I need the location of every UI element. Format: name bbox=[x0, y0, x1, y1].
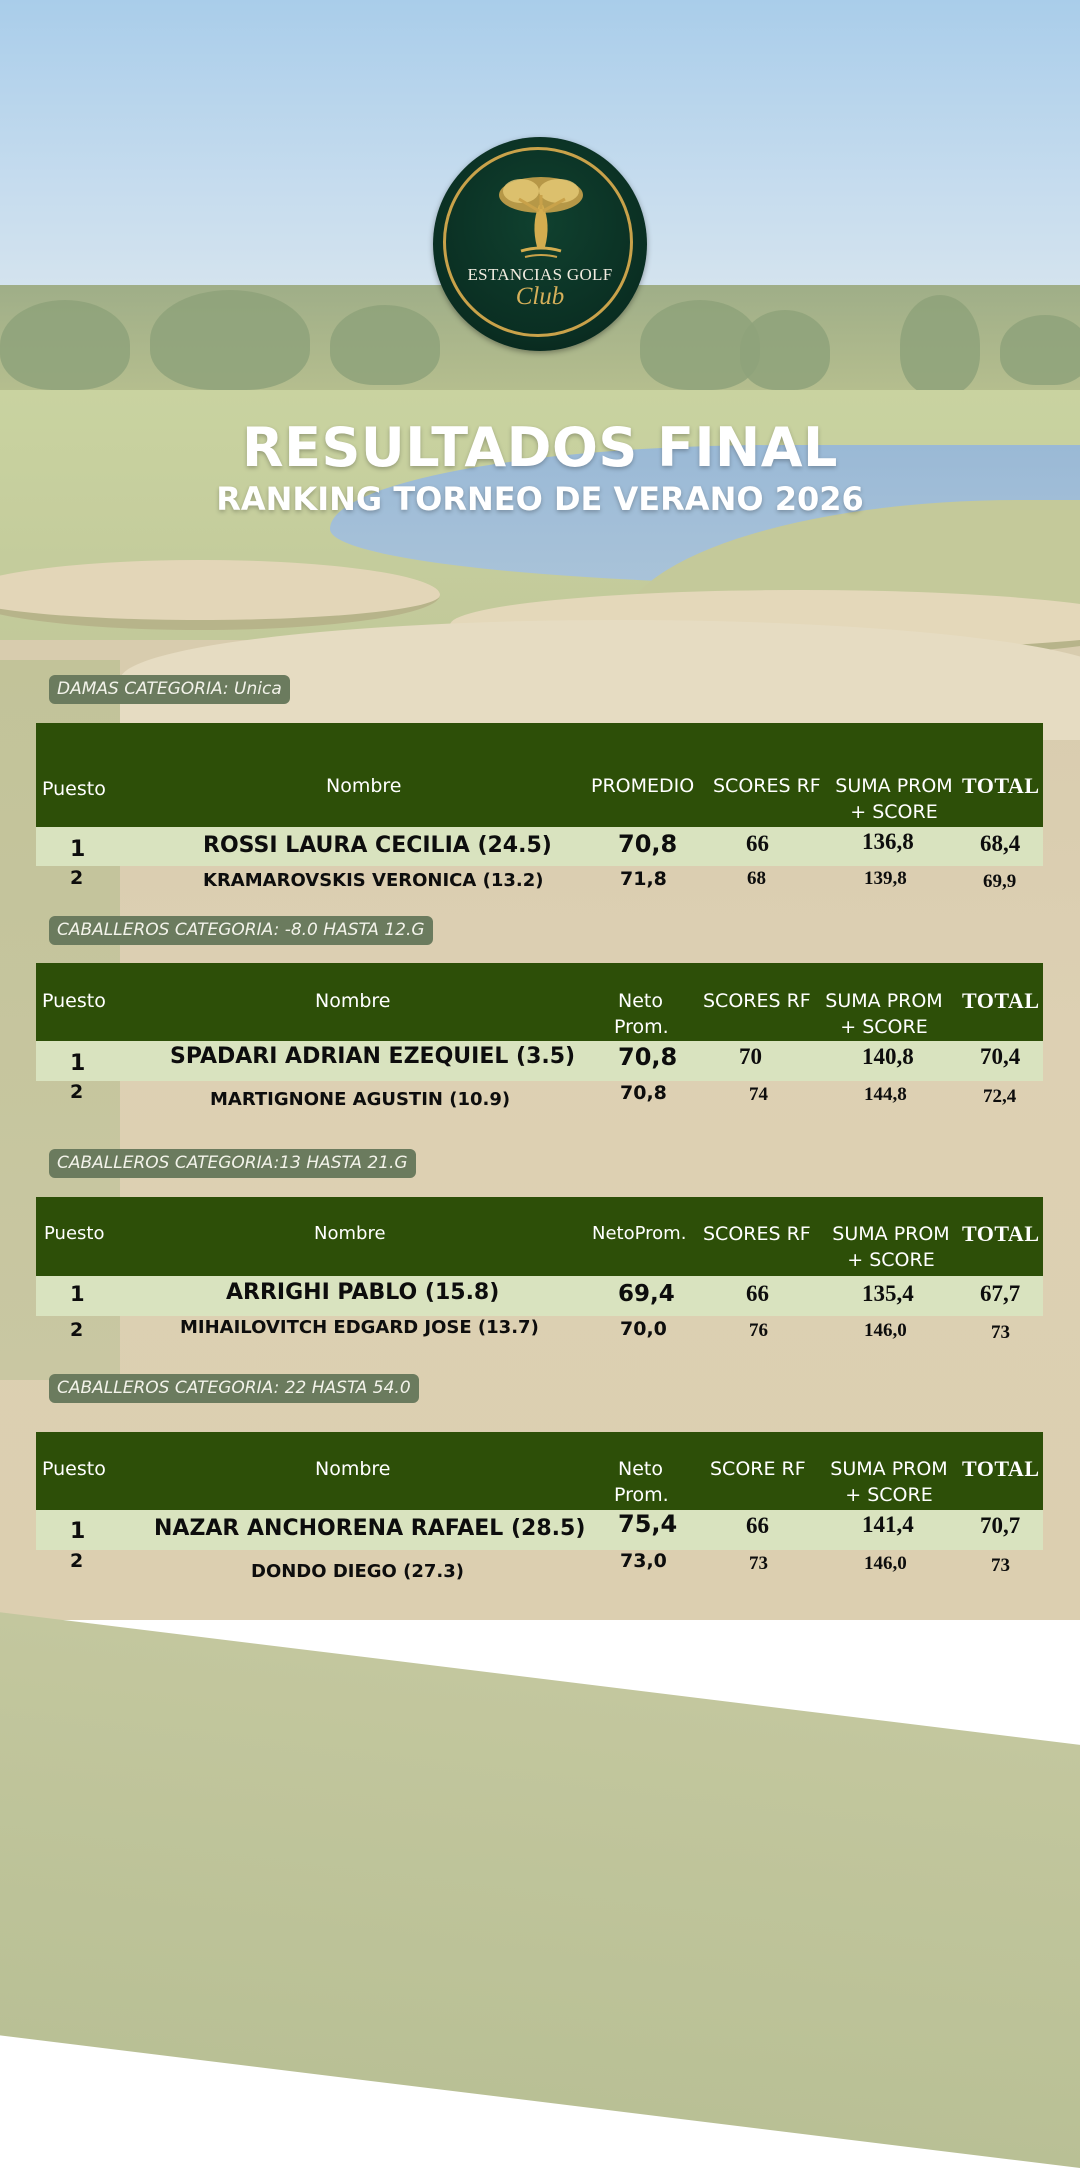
neto-prom-cell: 70,8 bbox=[618, 1043, 678, 1071]
results-table-caballeros-3 bbox=[36, 1432, 1043, 1586]
table-row bbox=[36, 827, 1043, 866]
col-nombre: Nombre bbox=[315, 990, 391, 1012]
col-suma-prom: SUMA PROM + SCORE bbox=[830, 1458, 948, 1506]
nombre-cell: DONDO DIEGO (27.3) bbox=[251, 1561, 464, 1582]
tree-icon bbox=[491, 169, 591, 269]
neto-prom-cell: 75,4 bbox=[618, 1510, 678, 1538]
col-score-rf: SCORE RF bbox=[710, 1458, 806, 1480]
page-subtitle: RANKING TORNEO DE VERANO 2026 bbox=[216, 480, 864, 518]
col-total: TOTAL bbox=[962, 988, 1040, 1013]
total-cell: 72,4 bbox=[983, 1086, 1017, 1107]
results-table-damas bbox=[36, 723, 1043, 898]
scores-cell: 66 bbox=[746, 1513, 769, 1538]
scores-cell: 70 bbox=[739, 1044, 762, 1069]
col-scores-rf: SCORES RF bbox=[703, 990, 811, 1012]
category-badge-damas: DAMAS CATEGORIA: Unica bbox=[49, 675, 290, 704]
club-logo bbox=[433, 137, 647, 351]
col-nombre: Nombre bbox=[326, 775, 402, 797]
col-suma-prom: SUMA PROM + SCORE bbox=[835, 775, 953, 823]
scores-cell: 74 bbox=[749, 1084, 768, 1105]
total-cell: 73 bbox=[991, 1555, 1010, 1576]
scores-cell: 66 bbox=[746, 1281, 769, 1306]
results-table-caballeros-1 bbox=[36, 963, 1043, 1115]
table-row bbox=[36, 1081, 1043, 1115]
puesto-cell: 2 bbox=[70, 867, 84, 889]
category-badge-caballeros-3: CABALLEROS CATEGORIA: 22 HASTA 54.0 bbox=[49, 1374, 419, 1403]
promedio-cell: 70,8 bbox=[618, 830, 678, 858]
col-neto-prom: Neto Prom. bbox=[614, 1458, 669, 1506]
scores-cell: 68 bbox=[747, 868, 766, 889]
nombre-cell: NAZAR ANCHORENA RAFAEL (28.5) bbox=[154, 1516, 586, 1541]
col-puesto: Puesto bbox=[44, 1223, 105, 1244]
suma-cell: 146,0 bbox=[864, 1553, 907, 1574]
total-cell: 70,4 bbox=[980, 1044, 1021, 1069]
logo-name: ESTANCIAS GOLF bbox=[467, 265, 613, 284]
col-nombre: Nombre bbox=[315, 1458, 391, 1480]
col-scores-rf: SCORES RF bbox=[713, 775, 821, 797]
logo-club-script: Club bbox=[515, 283, 565, 310]
total-cell: 73 bbox=[991, 1322, 1010, 1343]
nombre-cell: ROSSI LAURA CECILIA (24.5) bbox=[203, 833, 552, 858]
suma-cell: 146,0 bbox=[864, 1320, 907, 1341]
col-promedio: PROMEDIO bbox=[591, 775, 695, 797]
scores-cell: 76 bbox=[749, 1320, 768, 1341]
table-header bbox=[36, 1197, 1043, 1276]
table-row bbox=[36, 866, 1043, 898]
table-header bbox=[36, 723, 1043, 827]
table-row bbox=[36, 1510, 1043, 1550]
col-total: TOTAL bbox=[962, 773, 1040, 798]
col-total: TOTAL bbox=[962, 1456, 1040, 1481]
category-badge-caballeros-1: CABALLEROS CATEGORIA: -8.0 HASTA 12.G bbox=[49, 916, 433, 945]
nombre-cell: MARTIGNONE AGUSTIN (10.9) bbox=[210, 1089, 511, 1110]
category-badge-caballeros-2: CABALLEROS CATEGORIA:13 HASTA 21.G bbox=[49, 1149, 416, 1178]
table-header bbox=[36, 1432, 1043, 1510]
total-cell: 69,9 bbox=[983, 871, 1017, 892]
puesto-cell: 1 bbox=[70, 837, 86, 862]
total-cell: 67,7 bbox=[980, 1281, 1021, 1306]
puesto-cell: 1 bbox=[70, 1519, 86, 1544]
col-neto-prom: Neto Prom. bbox=[614, 990, 669, 1038]
suma-cell: 141,4 bbox=[862, 1512, 914, 1537]
puesto-cell: 1 bbox=[70, 1051, 86, 1076]
table-row bbox=[36, 1316, 1043, 1350]
scores-cell: 73 bbox=[749, 1553, 768, 1574]
table-row bbox=[36, 1550, 1043, 1586]
suma-cell: 144,8 bbox=[864, 1084, 907, 1105]
results-table-caballeros-2 bbox=[36, 1197, 1043, 1350]
col-puesto: Puesto bbox=[42, 990, 106, 1012]
puesto-cell: 2 bbox=[70, 1319, 84, 1341]
col-suma-prom: SUMA PROM + SCORE bbox=[832, 1223, 950, 1271]
scores-cell: 66 bbox=[746, 831, 769, 856]
col-puesto: Puesto bbox=[42, 778, 106, 800]
page-title: RESULTADOS FINAL bbox=[242, 416, 838, 479]
total-cell: 70,7 bbox=[980, 1513, 1021, 1538]
promedio-cell: 71,8 bbox=[620, 868, 667, 890]
nombre-cell: KRAMAROVSKIS VERONICA (13.2) bbox=[203, 870, 544, 891]
table-header bbox=[36, 963, 1043, 1041]
col-total: TOTAL bbox=[962, 1221, 1040, 1246]
col-neto-prom: NetoProm. bbox=[592, 1223, 687, 1244]
col-puesto: Puesto bbox=[42, 1458, 106, 1480]
suma-cell: 140,8 bbox=[862, 1044, 914, 1069]
neto-prom-cell: 73,0 bbox=[620, 1550, 667, 1572]
nombre-cell: ARRIGHI PABLO (15.8) bbox=[226, 1280, 500, 1305]
nombre-cell: MIHAILOVITCH EDGARD JOSE (13.7) bbox=[180, 1317, 539, 1338]
col-nombre: Nombre bbox=[314, 1223, 386, 1244]
neto-prom-cell: 70,0 bbox=[620, 1318, 667, 1340]
col-suma-prom: SUMA PROM + SCORE bbox=[825, 990, 943, 1038]
col-scores-rf: SCORES RF bbox=[703, 1223, 811, 1245]
puesto-cell: 1 bbox=[70, 1282, 85, 1306]
total-cell: 68,4 bbox=[980, 831, 1021, 856]
neto-prom-cell: 70,8 bbox=[620, 1082, 667, 1104]
table-row bbox=[36, 1276, 1043, 1316]
puesto-cell: 2 bbox=[70, 1081, 84, 1103]
table-row bbox=[36, 1041, 1043, 1081]
suma-cell: 139,8 bbox=[864, 868, 907, 889]
suma-cell: 136,8 bbox=[862, 829, 914, 854]
suma-cell: 135,4 bbox=[862, 1281, 914, 1306]
neto-prom-cell: 69,4 bbox=[618, 1281, 675, 1307]
nombre-cell: SPADARI ADRIAN EZEQUIEL (3.5) bbox=[170, 1044, 576, 1069]
puesto-cell: 2 bbox=[70, 1550, 84, 1572]
